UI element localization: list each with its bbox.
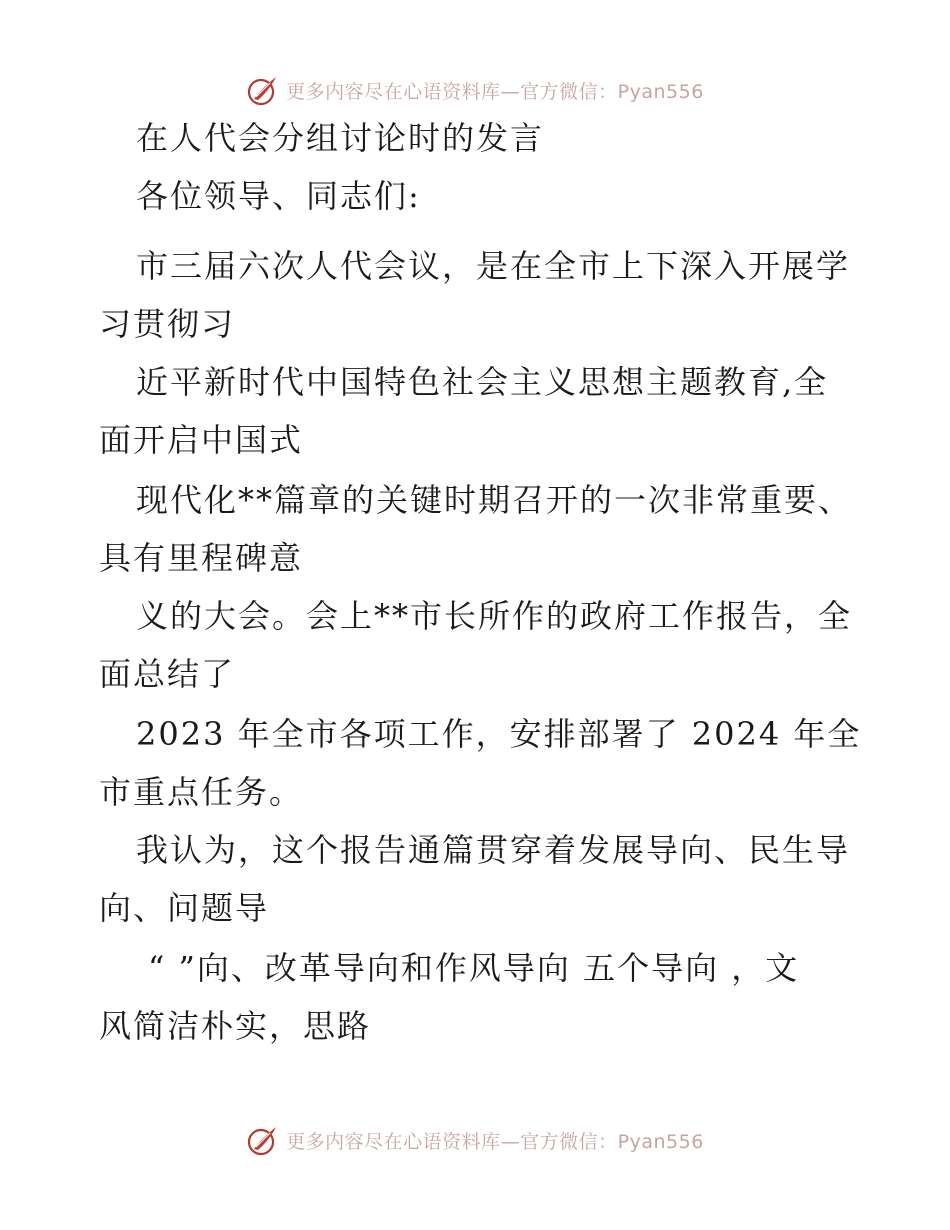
- quill-pen-logo-icon: [246, 1123, 280, 1157]
- quill-pen-logo-icon: [246, 73, 280, 107]
- body-line: 风简洁朴实，思路: [99, 1007, 372, 1045]
- body-line: 市重点任务。: [99, 773, 304, 811]
- body-line: 习贯彻习: [99, 305, 236, 343]
- header-banner-text: 更多内容尽在心语资料库—官方微信：Pyan556: [286, 80, 704, 103]
- body-line: 现代化**篇章的关键时期召开的一次非常重要、: [136, 481, 853, 519]
- body-line: 2023 年全市各项工作，安排部署了 2024 年全: [136, 715, 862, 753]
- salutation: 各位领导、同志们:: [136, 177, 421, 215]
- body-line: 近平新时代中国特色社会主义思想主题教育,全: [136, 363, 829, 401]
- body-line: “ ”向、改革导向和作风导向 五个导向 ，文: [148, 949, 800, 987]
- body-line: 市三届六次人代会议，是在全市上下深入开展学: [136, 247, 851, 285]
- body-line: 面开启中国式: [99, 421, 304, 459]
- document-title: 在人代会分组讨论时的发言: [136, 119, 545, 157]
- footer-banner-text: 更多内容尽在心语资料库—官方微信：Pyan556: [286, 1130, 704, 1153]
- header-banner: [0, 70, 950, 110]
- footer-banner: [0, 1120, 950, 1160]
- body-line: 我认为，这个报告通篇贯穿着发展导向、民生导: [136, 831, 851, 869]
- body-line: 具有里程碑意: [99, 539, 304, 577]
- body-line: 向、问题导: [99, 889, 270, 927]
- body-line: 面总结了: [99, 655, 236, 693]
- body-line: 义的大会。会上**市长所作的政府工作报告，全: [136, 597, 853, 635]
